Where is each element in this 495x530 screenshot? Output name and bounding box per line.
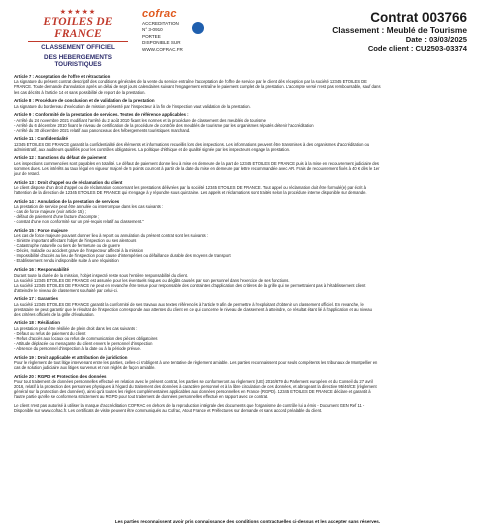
article-line: La signature du bordereau d'exécution de mission présenté par l'inspecteur à la fin de l'inspection vaut validation de la prestation. [14,103,251,109]
article-line: - Arrêté du 6 décembre 2010 fixant le niveau de certification de la procédure de contrôle des meublés de tourisme par les organismes réputés détenir l'accréditation [14,122,314,128]
article-line: l'autre partie qu'elle se conformera strictement au RGPD pour tout traitement de données personnelles effectué en rapport avec ce contrat. [14,394,269,400]
article-line: cas de solution judiciaire aux litiges survenus et non réglés de façon amiable. [14,365,156,371]
article-line: - Catastrophe naturelle ou tiers de fermeture ou de guerre [14,243,121,249]
article-line: jour de retard. [14,170,40,176]
article-line: - Etablissement rendu indisponible suite à une réquisition [14,258,119,264]
article-line: Pour tout traitement de données personnelles effectué en relation avec le présent contrat, les parties se conformeront au règlement (UE) 2016/679 du Parlement européen et du Conseil du 27 avril [14,379,373,385]
article-line: prestataire ne peut garantir que le résultat de l'inspection corresponde aux attentes du client en ce qui concerne le niveau de classement à atteindre, ce résultat étant lié à l'application et au niveau [14,306,372,312]
article-line: Durant toute la durée de la mission, l'objet inspecté reste sous l'entière responsabilité du client. [14,272,188,278]
article-line: - Absence du personnel d'inspection à la date ou à la période prévue. [14,346,141,352]
cofrac-line3: PORTEE [142,33,161,39]
article-title: Article 17 : Garanties [14,296,58,302]
cofrac-logo [142,8,202,52]
article-line: - Refus d'accès aux locaux ou refus de communication des pièces obligatoires [14,335,158,341]
contract-meta [332,10,467,53]
article-section [14,296,481,317]
cofrac-line5: WWW.COFRAC.FR [142,46,183,52]
cofrac-line1: ACCREDITATION [142,21,179,26]
article-line: - Arrêté du 30 décembre 2021 relatif aux panonceaux des hébergements touristiques marchand. [14,127,191,133]
article-line: - cas de force majeure (voir article 15) ; [14,209,87,215]
article-line: La prestation de service peut être annulée ou interrompue dans les cas suivants : [14,204,164,210]
article-line: Les cas de force majeure pouvant donner lieu à report ou annulation du présent contrat sont les suivants : [14,233,209,239]
brand-subtitle-1: CLASSEMENT OFFICIEL [41,44,115,51]
article-title: Article 18 : Résiliation [14,320,60,326]
contract-date: Date : 03/03/2025 [405,35,467,44]
acceptance-statement: Les parties reconnaissent avoir pris connaissance des conditions contractuelles ci-dessus et les accepter sans réserves. [114,519,381,524]
cofrac-line2: N° 3-0910 [142,27,163,33]
article-title: Article 9 : Conformité de la prestation de services. Textes de référence applicables : [14,112,189,118]
article-line: Pour le règlement de tout litige intervenant entre les parties, celles-ci s'obligent à une tentative de règlement amiable. Les parties reconnaissent pour seuls compétents les tribunaux de Montpellier en [14,360,378,366]
note-line: Disponible sur www.cofrac.fr. Les certificats de visite peuvent être communiqués au Cofrac, Atout France et Préfectures sur demande et sans accord préalable du client. [14,408,323,414]
article-line: La société 12345 ETOILES DE FRANCE garantit la conformité de ses travaux aux textes référencés à l'article 9 afin de permettre à l'exploitant d'obtenir un classement officiel. En revanche, le [14,301,364,307]
article-section [14,74,481,95]
article-line: La prestation peut être résiliée de plein droit dans les cas suivants : [14,325,138,331]
article-line: d'atteindre le niveau de classement souhaité par celui-ci. [14,287,118,293]
article-line: général sur la protection des données), ainsi qu'à toutes les règles complémentaires applicables aux données personnelles en France (RGPD). 12345 ETOILES DE FRANCE déclare et garantit à [14,389,371,395]
article-title: Article 8 : Procédure de conclusion et de validation de la prestation [14,98,155,104]
cofrac-badge-icon [192,22,204,34]
article-line: les cas décrits à l'article 14 et sans possibilité de report de la prestation. [14,89,146,95]
cofrac-wordmark [142,8,202,20]
article-line: - constat d'une non conformité sur un pré-requis relatif au classement." [14,219,144,225]
article-title: Article 15 : Force majeure [14,227,68,233]
article-section [14,267,481,293]
article-line: La société 12345 ETOILES DE FRANCE ne peut en revanche être tenue pour responsable des contraintes d'application des critères de la grille qui ne permettraient pas à l'établissement client [14,282,366,288]
contract-number: Contrat 003766 [370,10,467,25]
article-section [14,180,481,196]
article-line: l'attention de la direction de 12345 ETOILES DE FRANCE qui s'engage à y répondre sous quinzaine. Les appels et réclamations sont traités selon la procédure interne disponible sur demande. [14,190,367,196]
article-line: La signature du présent contrat descriptif des conditions générales de la vente du service entraîne l'acceptation de l'offre de service par le client dès réception par la société 12345 ETOILES DE [14,79,367,85]
article-line: - Décès, maladie ou accident grave de l'inspecteur affecté à la mission [14,248,144,254]
note-line: Le client n'est pas autorisé à utiliser la marque d'accréditation COFRAC en dehors de la reproduction intégrale des documents que l'organisme de contrôle lui a émis - Document GEN Ref 11 - [14,402,365,408]
article-line: Le client dispose d'un droit d'appel ou de réclamation concernant les prestations délivrées par la société 12345 ETOILES DE FRANCE. Tout appel ou réclamation doit être formulé(e) par écrit à [14,184,366,190]
article-section [14,112,481,133]
article-section [14,199,481,225]
articles-body [14,74,481,413]
article-line: - Impossibilité d'accès au lieu de l'inspection pour cause d'intempéries ou défaillance durable des moyens de transport [14,253,231,259]
article-line: 2016, relatif à la protection des personnes physiques à l'égard du traitement des données à caractère personnel et à la libre circulation de ces données, et abrogeant la directive 95/46/CE (règlement [14,384,377,390]
article-line: - Défaut ou refus de paiement du client [14,330,86,336]
classement-type: Classement : Meublé de Tourisme [332,25,467,35]
article-line: 12345 ETOILES DE FRANCE garantit la confidentialité des éléments et informations recueillis lors des inspections. Les informations peuvent être transmises à des organismes d'accréditation ou [14,141,370,147]
article-title: Article 13 : Droit d'appel ou de réclamation du client [14,179,123,185]
article-line: administratif, aux auditeurs qualifiés pour les contrôles obligatoires. La politique d'éthique et de qualité signée par les inspecteurs engage la prestation. [14,146,291,152]
client-code: Code client : CU2503-03374 [367,44,467,53]
article-title: Article 14 : Annulation de la prestation de services [14,198,120,204]
article-section [14,320,481,351]
brand-subtitle-2: DES HEBERGEMENTS TOURISTIQUES [44,53,112,68]
brand-title: ETOILES DE FRANCE [28,16,128,42]
article-section [14,228,481,264]
article-line: - Sinistre important affectant l'objet de l'inspection ou ses alentours [14,238,137,244]
header [14,4,481,74]
article-line: Les inspections commencées sont payables en totalité. Le défaut de paiement donne lieu à mise en demeure de la part de 12345 ETOILES DE FRANCE puis à la mise en recouvrement judiciaire des [14,160,379,166]
cofrac-line4: DISPONIBLE SUR [142,40,181,46]
article-title: Article 19 : Droit applicable et attribution de juridiction [14,354,128,360]
article-title: Article 12 : Sanctions du défaut de paiement [14,155,107,161]
article-title: Article 16 : Responsabilité [14,267,69,273]
article-line: La société 12345 ETOILES DE FRANCE est assurée pour les éventuels risques ou dégâts causés par son personnel dans l'exercice de ses fonctions. [14,277,290,283]
article-section [14,136,481,152]
article-section [14,155,481,176]
cofrac-usage-note [14,403,481,413]
article-title: Article 7 : Acceptation de l'offre et rétractation [14,74,111,79]
etoiles-de-france-logo [28,8,128,66]
article-line: FRANCE. Toute demande d'annulation après un délai de sept jours calendaires suivant l'engagement entraîne le paiement complet de la prestation. L'acompte versé n'est pas remboursable, sauf dans [14,84,381,90]
article-line: - défaut de paiement d'une facture d'acompte ; [14,214,100,220]
cofrac-name: cofrac [142,8,177,20]
article-line: sommes dues. Les intérêts au taux légal en vigueur majoré de 5 points courront à partir de la date du mise en demeure par lettre recommandée avec AR. Frais de recouvrement fixés à 40 € dès le 1er [14,165,380,171]
article-title: Article 11 : Confidentialité [14,136,68,142]
article-line: - Attitude déplacée ou menaçante du client envers le personnel d'inspection [14,341,153,346]
article-section [14,374,481,400]
article-section [14,98,481,108]
article-title: Article 20 : RGPD et Protection des données [14,373,107,379]
article-section [14,355,481,371]
article-line: - Arrêté du 24 novembre 2021 modifiant l'arrêté du 2 août 2010 fixant les normes et la procédure de classement des meublés de tourisme [14,117,266,123]
article-line: des critères officiels de la grille d'évaluation. [14,311,95,317]
stars-icon: ★★★★★ [59,9,97,16]
